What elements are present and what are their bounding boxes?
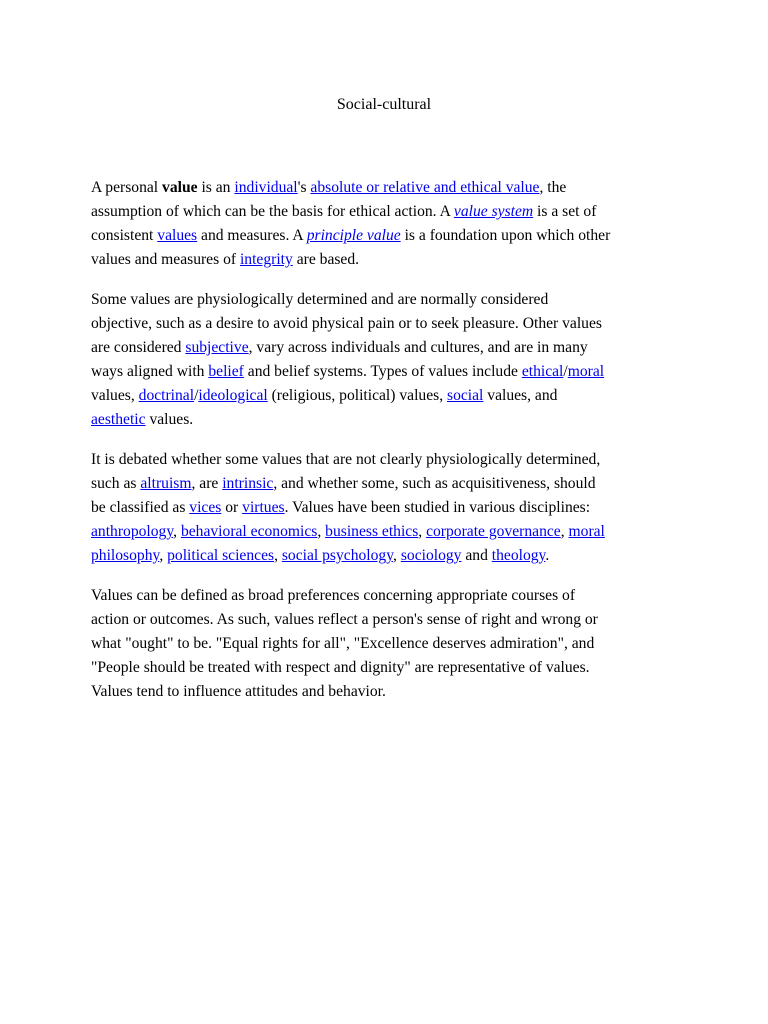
text-run: , the [539, 179, 567, 196]
link-altruism[interactable]: altruism [140, 475, 192, 492]
paragraph-line [91, 496, 691, 520]
paragraph-debated-values [91, 448, 691, 568]
text-run: , [393, 547, 401, 564]
text-run: , [560, 523, 569, 540]
link-behavioral-economics[interactable]: behavioral economics [180, 523, 318, 540]
text-run: . [545, 547, 550, 564]
text-run: , [317, 523, 326, 540]
paragraph-line [91, 200, 691, 224]
paragraph-line: Values tend to influence attitudes and behavior. [91, 683, 386, 700]
link-social[interactable]: social [447, 387, 484, 404]
text-run: is a set of [533, 203, 597, 220]
link-value-system[interactable]: value system [453, 203, 534, 220]
text-run: , vary across individuals and cultures, and are in many [248, 339, 588, 356]
paragraph-line: Some values are physiologically determined and are normally considered [91, 291, 549, 308]
link-moral-philosophy-part2[interactable]: philosophy [91, 547, 160, 564]
text-run: or [221, 499, 243, 516]
paragraph-line [91, 520, 691, 544]
text-run: , [159, 547, 168, 564]
link-subjective[interactable]: subjective [185, 339, 249, 356]
link-aesthetic[interactable]: aesthetic [91, 411, 146, 428]
text-run: and measures. A [197, 227, 307, 244]
link-vices[interactable]: vices [189, 499, 222, 516]
paragraph-line: Values can be defined as broad preferences concerning appropriate courses of [91, 587, 576, 604]
text-run: is a foundation upon which other [400, 227, 611, 244]
link-political-sciences[interactable]: political sciences [167, 547, 275, 564]
paragraph-line [91, 248, 691, 272]
text-run: A personal [91, 179, 163, 196]
text-run: and [461, 547, 492, 564]
text-run: are based. [292, 251, 360, 268]
paragraph-line [91, 224, 691, 248]
link-corporate-governance[interactable]: corporate governance [426, 523, 561, 540]
text-run: are considered [91, 339, 186, 356]
paragraph-line [91, 336, 691, 360]
text-run: . Values have been studied in various disciplines: [284, 499, 591, 516]
link-virtues[interactable]: virtues [242, 499, 285, 516]
text-run: / [563, 363, 568, 380]
text-run: values and measures of [91, 251, 240, 268]
text-run: , and whether some, such as acquisitiveness, should [273, 475, 596, 492]
paragraph-line: "People should be treated with respect and dignity" are representative of values. [91, 659, 590, 676]
text-run: , [274, 547, 282, 564]
text-run: values, [91, 387, 139, 404]
text-run: 's [297, 179, 311, 196]
page-title: Social-cultural [336, 96, 432, 113]
text-run: , [418, 523, 427, 540]
text-run: ways aligned with [91, 363, 209, 380]
paragraph-line: objective, such as a desire to avoid physical pain or to seek pleasure. Other values [91, 315, 602, 332]
link-belief[interactable]: belief [208, 363, 244, 380]
text-run: / [194, 387, 199, 404]
link-moral[interactable]: moral [567, 363, 605, 380]
paragraph-line [91, 408, 691, 432]
text-run: such as [91, 475, 141, 492]
paragraph-line [91, 176, 691, 200]
paragraph-line: what "ought" to be. "Equal rights for all", "Excellence deserves admiration", and [91, 635, 595, 652]
document-body [91, 176, 691, 720]
text-run: is an [197, 179, 235, 196]
paragraph-physiological-values [91, 288, 691, 432]
link-values[interactable]: values [157, 227, 198, 244]
paragraph-line: It is debated whether some values that are not clearly physiologically determined, [91, 451, 601, 468]
bold-term-value: value [162, 179, 198, 196]
text-run: consistent [91, 227, 158, 244]
text-run: values, and [483, 387, 558, 404]
link-ideological[interactable]: ideological [198, 387, 268, 404]
text-run: , are [191, 475, 223, 492]
link-anthropology[interactable]: anthropology [91, 523, 174, 540]
link-individual[interactable]: individual [234, 179, 298, 196]
paragraph-line [91, 544, 691, 568]
link-principle-value[interactable]: principle value [306, 227, 401, 244]
link-social-psychology[interactable]: social psychology [281, 547, 394, 564]
paragraph-line [91, 360, 691, 384]
paragraph-values-definition [91, 584, 691, 704]
link-intrinsic[interactable]: intrinsic [222, 475, 274, 492]
link-theology[interactable]: theology [491, 547, 546, 564]
text-run: values. [145, 411, 194, 428]
link-absolute-or-relative-ethical-value[interactable]: absolute or relative and ethical value [310, 179, 540, 196]
paragraph-line [91, 384, 691, 408]
paragraph-line: action or outcomes. As such, values reflect a person's sense of right and wrong or [91, 611, 598, 628]
paragraph-personal-value [91, 176, 691, 272]
text-run: (religious, political) values, [267, 387, 447, 404]
text-run: assumption of which can be the basis for ethical action. A [91, 203, 454, 220]
text-run: be classified as [91, 499, 190, 516]
link-moral-philosophy-part1[interactable]: moral [568, 523, 605, 540]
link-business-ethics[interactable]: business ethics [325, 523, 419, 540]
text-run: and belief systems. Types of values include [243, 363, 522, 380]
link-ethical[interactable]: ethical [521, 363, 564, 380]
link-integrity[interactable]: integrity [239, 251, 293, 268]
link-doctrinal[interactable]: doctrinal [138, 387, 195, 404]
link-sociology[interactable]: sociology [400, 547, 462, 564]
text-run: , [173, 523, 181, 540]
paragraph-line [91, 472, 691, 496]
